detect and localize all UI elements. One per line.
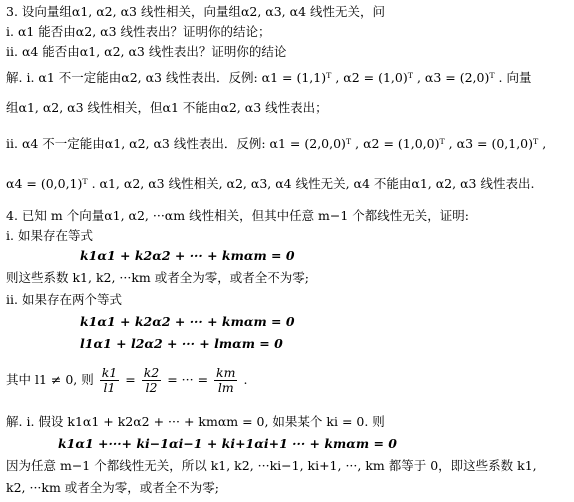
problem4-solution-line2: 因为任意 m−1 个都线性无关，所以 k1, k2, ···ki−1, ki+1, ···, km 都等于 0，即这些系数 k1, [6,458,537,473]
problem3-solution-ii-line2: α4 = (0,0,1)ᵀ . α1, α2, α3 线性相关, α2, α3, α4 线性无关, α4 不能由α1, α2, α3 线性表出. [6,176,535,191]
ratio-equals: = [125,372,136,387]
problem3-part-ii: ii. α4 能否由α1, α2, α3 线性表出？证明你的结论 [6,44,287,59]
problem4-part-ii: ii. 如果存在两个等式 [6,292,122,307]
problem4-solution-line1: 解. i. 假设 k1α1 + k2α2 + ··· + kmαm = 0, 如果某个 ki = 0. 则 [6,414,385,429]
ratio-fraction-1-denominator: l1 [103,380,116,395]
problem3-statement: 3. 设向量组α1, α2, α3 线性相关，向量组α2, α3, α4 线性无关，问 [6,4,385,19]
ratio-fraction-2 [142,366,162,395]
ratio-middle: = ··· = [167,372,209,387]
problem3-solution-i-line2: 组α1, α2, α3 线性相关，但α1 不能由α2, α3 线性表出； [6,100,328,115]
ratio-suffix: . [243,372,248,387]
problem3-part-i: i. α1 能否由α2, α3 线性表出？证明你的结论； [6,24,271,39]
ratio-fraction-3-denominator: lm [217,380,234,395]
ratio-fraction-1-numerator: k1 [101,365,118,380]
ratio-fraction-3 [214,366,237,395]
ratio-fraction-1 [100,366,120,395]
problem4-equation-4: k1α1 +···+ ki−1αi−1 + ki+1αi+1 ··· + kmαm = 0 [58,436,397,451]
ratio-prefix: 其中 l1 ≠ 0, 则 [6,372,94,387]
problem4-part-i: i. 如果存在等式 [6,228,93,243]
problem4-equation-3: l1α1 + l2α2 + ··· + lmαm = 0 [80,336,283,351]
problem3-solution-ii-line1: ii. α4 不一定能由α1, α2, α3 线性表出．反例: α1 = (2,0,0)ᵀ , α2 = (1,0,0)ᵀ , α3 = (0,1,0)ᵀ , [6,136,547,151]
problem4-statement: 4. 已知 m 个向量α1, α2, ···αm 线性相关，但其中任意 m−1 个都线性无关，证明: [6,208,470,223]
problem3-solution-i-line1: 解. i. α1 不一定能由α2, α3 线性表出．反例: α1 = (1,1)ᵀ , α2 = (1,0)ᵀ , α3 = (2,0)ᵀ . 向量 [6,70,532,85]
ratio-fraction-2-denominator: l2 [145,380,158,395]
problem4-solution-line3: k2, ···km 或者全为零，或者全不为零; [6,480,220,495]
problem4-conclusion-i: 则这些系数 k1, k2, ···km 或者全为零，或者全不为零; [6,270,309,285]
ratio-fraction-3-numerator: km [216,365,236,380]
problem4-equation-2: k1α1 + k2α2 + ··· + kmαm = 0 [80,314,295,329]
problem4-ratio-line [6,362,570,398]
problem4-equation-1: k1α1 + k2α2 + ··· + kmαm = 0 [80,248,295,263]
ratio-fraction-2-numerator: k2 [143,365,160,380]
